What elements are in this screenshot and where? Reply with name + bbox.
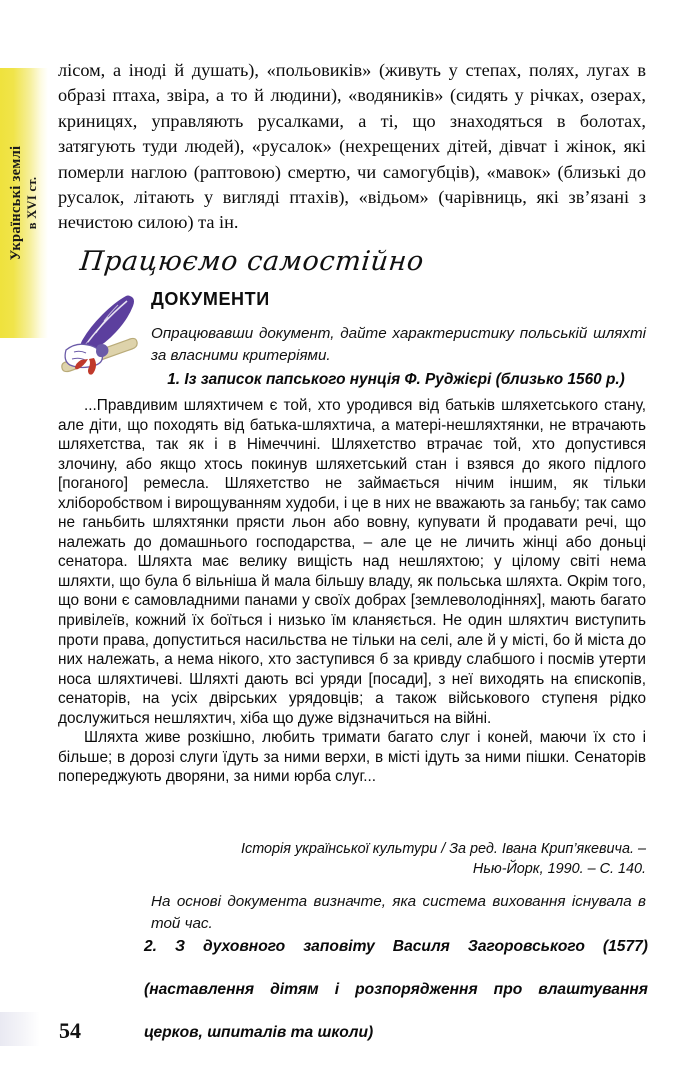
document-1-title: 1. Із записок папського нунція Ф. Руджієрі (близько 1560 р.) xyxy=(167,371,625,388)
document-1-citation xyxy=(180,840,646,879)
chapter-running-head-text xyxy=(8,146,40,261)
chapter-title-line1: Українські землі xyxy=(7,145,24,261)
followup-question: На основі документа визначте, яка система виховання існувала в той час. xyxy=(151,893,646,932)
chapter-running-head-tab xyxy=(0,68,48,338)
page-number-background xyxy=(0,1012,40,1046)
document-1-paragraph-2: Шляхта живе розкішно, любить тримати багато слуг і коней, маючи їх сто і більше; в дорозі слуги їдуть за ними верхи, в місті ідуть за ними пішки. Сенаторів попереджують дворяни, за ними юрба слуг... xyxy=(58,729,646,786)
document-2-title-line-2: (наставлення дітям і розпорядження про влаштування xyxy=(144,981,648,998)
quill-pen-icon xyxy=(58,292,146,378)
chapter-title-line2: в XVI ст. xyxy=(25,176,39,230)
document-2-title-line-3: церков, шпиталів та школи) xyxy=(144,1024,374,1041)
work-independently-heading: Працюємо самостійно xyxy=(78,246,426,277)
intro-paragraph: лісом, а іноді й душать), «польовиків» (живуть у степах, полях, лугах в образі птаха, звіра, а то й людини), «водяників» (сидять у річках, озерах, криницях, управляють русалками, а ті, що знаходяться в болотах, затягують туди людей), «русалок» (нехрещених дітей, дівчат і жінок, які померли наглою (раптовою) смертю, чи самогубців), «мавок» (близькі до русалок, літають у вигляді птахів), «відьом» (чарівниць, які зв’язані з нечистою силою) та ін. xyxy=(58,60,646,233)
document-2-title xyxy=(144,936,648,1044)
document-2-title-line-1: 2. З духовного заповіту Василя Загоровського (1577) xyxy=(144,938,648,955)
citation-line-1: Історія української культури / За ред. Івана Крип’якевича. – xyxy=(241,841,646,857)
page-number: 54 xyxy=(59,1018,81,1043)
documents-section-heading: ДОКУМЕНТИ xyxy=(151,289,270,309)
task-instruction-note: Опрацювавши документ, дайте характеристику польській шляхті за власними критеріями. xyxy=(151,325,646,364)
document-1-body xyxy=(58,396,646,787)
document-1-paragraph-1: ...Правдивим шляхтичем є той, хто уродився від батьків шляхетського стану, але діти, що походять від батька-шляхтича, а матері-нешляхтянки, не втрачають шляхетства, так як і в Німеччині. Шляхетство втрачає той, хто допустився злочину, або якщо хтось покинув шляхетський стан і взявся до якого підлого [поганого] ремесла. Шляхетство не займається нічим іншим, як тільки хліборобством і вирощуванням худоби, і це в них не вважають за ганьбу; так само не ганьбить шляхтянки прясти льон або вовну, купувати й продавати речі, що належать до домашнього господарства, – але це не личить жінці або доньці сенатора. Шляхта має велику вищість над нешляхтою; у цілому світі нема шляхти, що була б вільніша й мала більшу владу, як польська шляхта. Окрім того, що вони є самовладними панами у своїх добрах [землеволодіннях], мають багато привілеїв, кожний їх боїться і низько їм кланяється. Не один шляхтич виступить проти права, допуститься насильства не тільки на селі, але й у місті, бо й міста до них належать, а нема нікого, хто заступився б за кривду слабшого і посмів утерти носа шляхтичеві. Шляхті дають всі уряди [посади], з неї виходять на єпископів, сенаторів, на усіх двірських урядовців; а також військового ступеня рідко дослужиться нешляхтич, хіба що дуже відзначиться на війні. xyxy=(58,397,646,727)
citation-line-2: Нью-Йорк, 1990. – С. 140. xyxy=(472,860,646,877)
